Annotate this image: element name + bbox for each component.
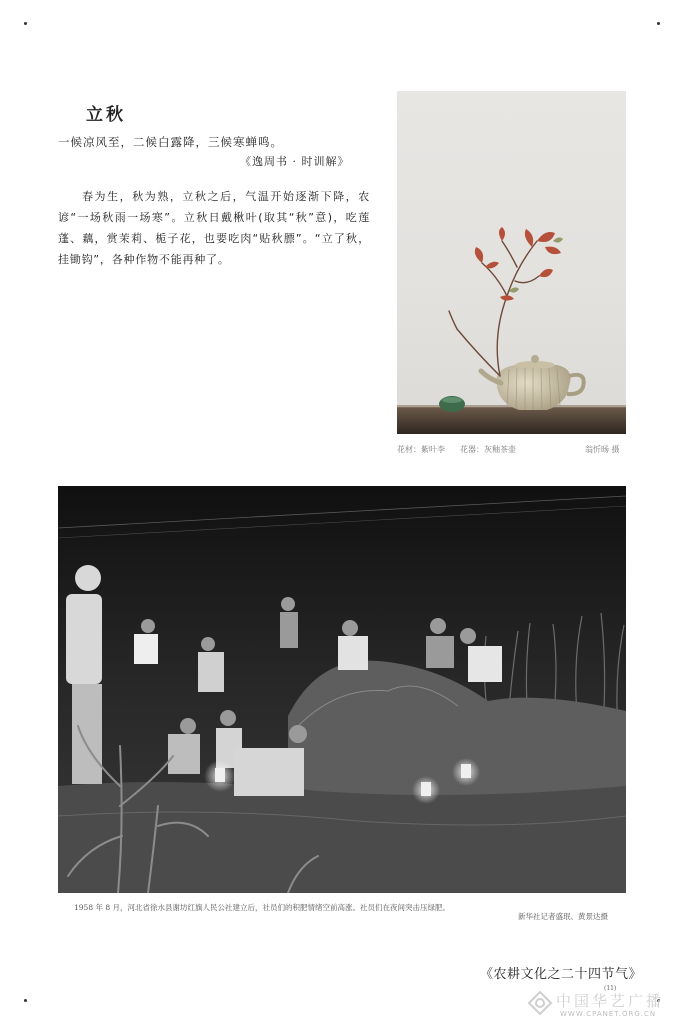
night-photo-caption: 1958 年 8 月，河北省徐水县谢坊红旗人民公社建立后，社员们的积肥情绪空前高涨。社员们在夜间突击压绿肥。 (74, 903, 451, 912)
historical-night-photo (58, 486, 626, 893)
poem-source: 《逸周书 · 时训解》 (240, 155, 350, 168)
still-life-credit: 翁忻旸 摄 (585, 445, 620, 454)
night-photo-illustration (58, 486, 626, 893)
still-life-material: 花材：紫叶李 (397, 445, 445, 454)
body-paragraph: 春为生，秋为熟，立秋之后，气温开始逐渐下降，农谚“一场秋雨一场寒”。立秋日戴楸叶(取其“秋”意)，吃莲蓬、藕，赏茉莉、栀子花，也要吃肉“贴秋膘”。“立了秋，挂锄钩”，各种作物不能再种了。 (58, 190, 370, 266)
night-photo-credit: 新华社记者盛珉、黄景达摄 (518, 912, 608, 921)
still-life-photo (397, 91, 626, 434)
still-life-vessel: 花器：灰釉茶壶 (460, 445, 516, 454)
series-title: 《农耕文化之二十四节气》 (480, 967, 643, 982)
watermark-text: 中国华艺广播 (556, 992, 665, 1010)
watermark-logo-icon (527, 990, 553, 1020)
solar-term-heading: 立秋 (86, 105, 126, 125)
corner-mark (657, 22, 660, 25)
still-life-illustration (397, 91, 626, 434)
watermark-url: WWW.CPANET.ORG.CN (560, 1010, 657, 1018)
corner-mark (24, 22, 27, 25)
corner-mark (24, 999, 27, 1002)
page-number: (11) (604, 985, 617, 992)
poem-line: 一候凉风至，二候白露降，三候寒蝉鸣。 (58, 135, 283, 149)
